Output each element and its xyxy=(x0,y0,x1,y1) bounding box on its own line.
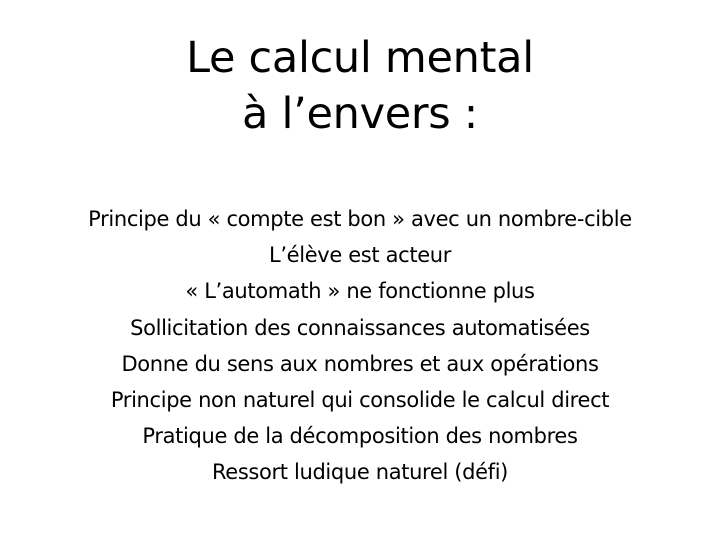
body-line-sens: Donne du sens aux nombres et aux opérations xyxy=(121,351,599,376)
body-line-ludique: Ressort ludique naturel (défi) xyxy=(211,460,509,485)
body-line-decomposition: Pratique de la décomposition des nombres xyxy=(142,424,578,449)
body-line-principe: Principe du « compte est bon » avec un nombre-cible xyxy=(88,207,632,231)
body-line-eleve-acteur: L’élève est acteur xyxy=(268,243,452,268)
body-line-sollicitation: Sollicitation des connaissances automatisées xyxy=(130,315,590,340)
body-line-principe-non-naturel: Principe non naturel qui consolide le calcul direct xyxy=(110,388,610,413)
slide-body xyxy=(0,201,720,491)
body-line-automath: « L’automath » ne fonctionne plus xyxy=(185,279,535,304)
title-line-2: à l’envers : xyxy=(242,89,478,139)
slide-title xyxy=(0,30,720,142)
title-line-1: Le calcul mental xyxy=(186,33,534,83)
